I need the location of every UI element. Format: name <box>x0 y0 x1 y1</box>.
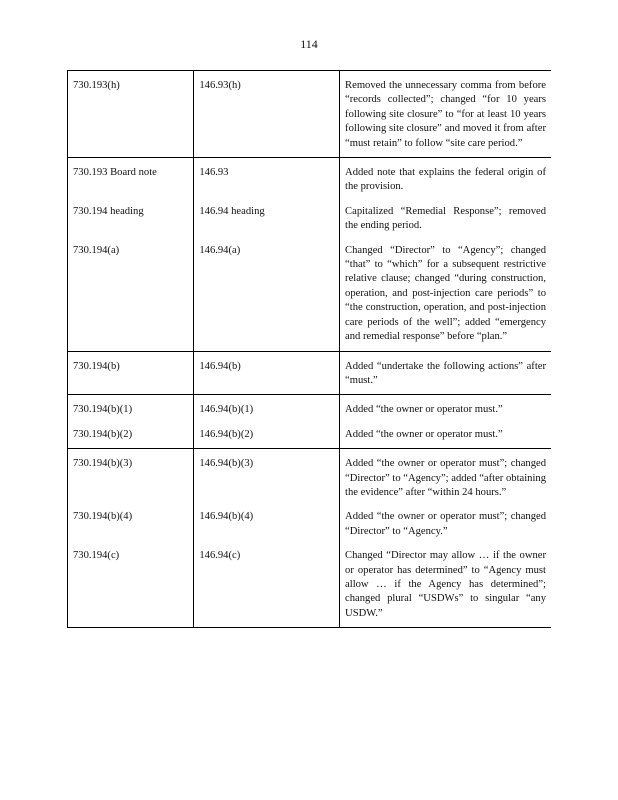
new-section-cell: 146.94(b)(1) <box>194 395 340 424</box>
table-row <box>68 545 552 628</box>
table-row <box>68 71 552 158</box>
old-section-cell: 730.193 Board note <box>68 158 194 201</box>
old-section-cell: 730.194(b)(3) <box>68 449 194 507</box>
old-section-cell: 730.194(a) <box>68 240 194 351</box>
new-section-cell: 146.94(b)(3) <box>194 449 340 507</box>
description-cell: Added note that explains the federal origin of the provision. <box>340 158 551 201</box>
table-row <box>68 424 552 449</box>
table-row <box>68 201 552 240</box>
new-section-cell: 146.94(b) <box>194 351 340 395</box>
description-cell: Added “the owner or operator must.” <box>345 428 503 440</box>
old-section-cell: 730.194 heading <box>68 201 194 240</box>
description-cell: Capitalized “Remedial Response”; removed the ending period. <box>345 205 546 232</box>
old-section-cell: 730.193(h) <box>68 71 194 158</box>
old-section-cell: 730.194(b) <box>68 351 194 395</box>
new-section-cell: 146.94(a) <box>194 240 340 351</box>
table-row <box>68 449 552 507</box>
table-row <box>68 395 552 424</box>
description-cell: Added “the owner or operator must”; changed “Director” to “Agency.” <box>345 511 546 537</box>
new-section-cell: 146.93 <box>194 158 340 201</box>
old-section-cell: 730.194(b)(2) <box>68 424 194 449</box>
table-row <box>68 240 552 351</box>
description-cell: Added “undertake the following actions” after “must.” <box>340 351 551 395</box>
description-cell: Added “the owner or operator must.” <box>340 395 551 424</box>
new-section-cell: 146.94(b)(4) <box>194 506 340 545</box>
new-section-cell: 146.94(c) <box>194 545 340 628</box>
description-cell: Added “the owner or operator must”; changed “Director” to “Agency”; added “after obtaining the evidence” after “within 24 hours.” <box>340 449 551 507</box>
old-section-cell: 730.194(c) <box>68 545 194 628</box>
new-section-cell: 146.93(h) <box>194 71 340 158</box>
description-cell: Changed “Director” to “Agency”; changed “that” to “which” for a subsequent restrictive relative clause; changed “during construction, operation, and post-injection care periods” to “the construction, operation, and post-injection care periods of the well”; added “emergency and remedial response” before “plan.” <box>345 244 546 343</box>
page-number: 114 <box>300 37 318 51</box>
description-cell: Removed the unnecessary comma from before “records collected”; changed “for 10 years following site closure” to “for at least 10 years following site closure” and moved it from after “must retain” to follow “site care period.” <box>340 71 551 158</box>
table-row <box>68 351 552 395</box>
table-row <box>68 506 552 545</box>
description-cell: Changed “Director may allow … if the owner or operator has determined” to “Agency must allow … if the Agency has determined”; changed plural “USDWs” to singular “any USDW.” <box>340 545 551 628</box>
new-section-cell: 146.94 heading <box>194 201 340 240</box>
old-section-cell: 730.194(b)(4) <box>68 506 194 545</box>
comparison-table <box>67 70 551 628</box>
old-section-cell: 730.194(b)(1) <box>68 395 194 424</box>
table-row <box>68 158 552 201</box>
new-section-cell: 146.94(b)(2) <box>194 424 340 449</box>
